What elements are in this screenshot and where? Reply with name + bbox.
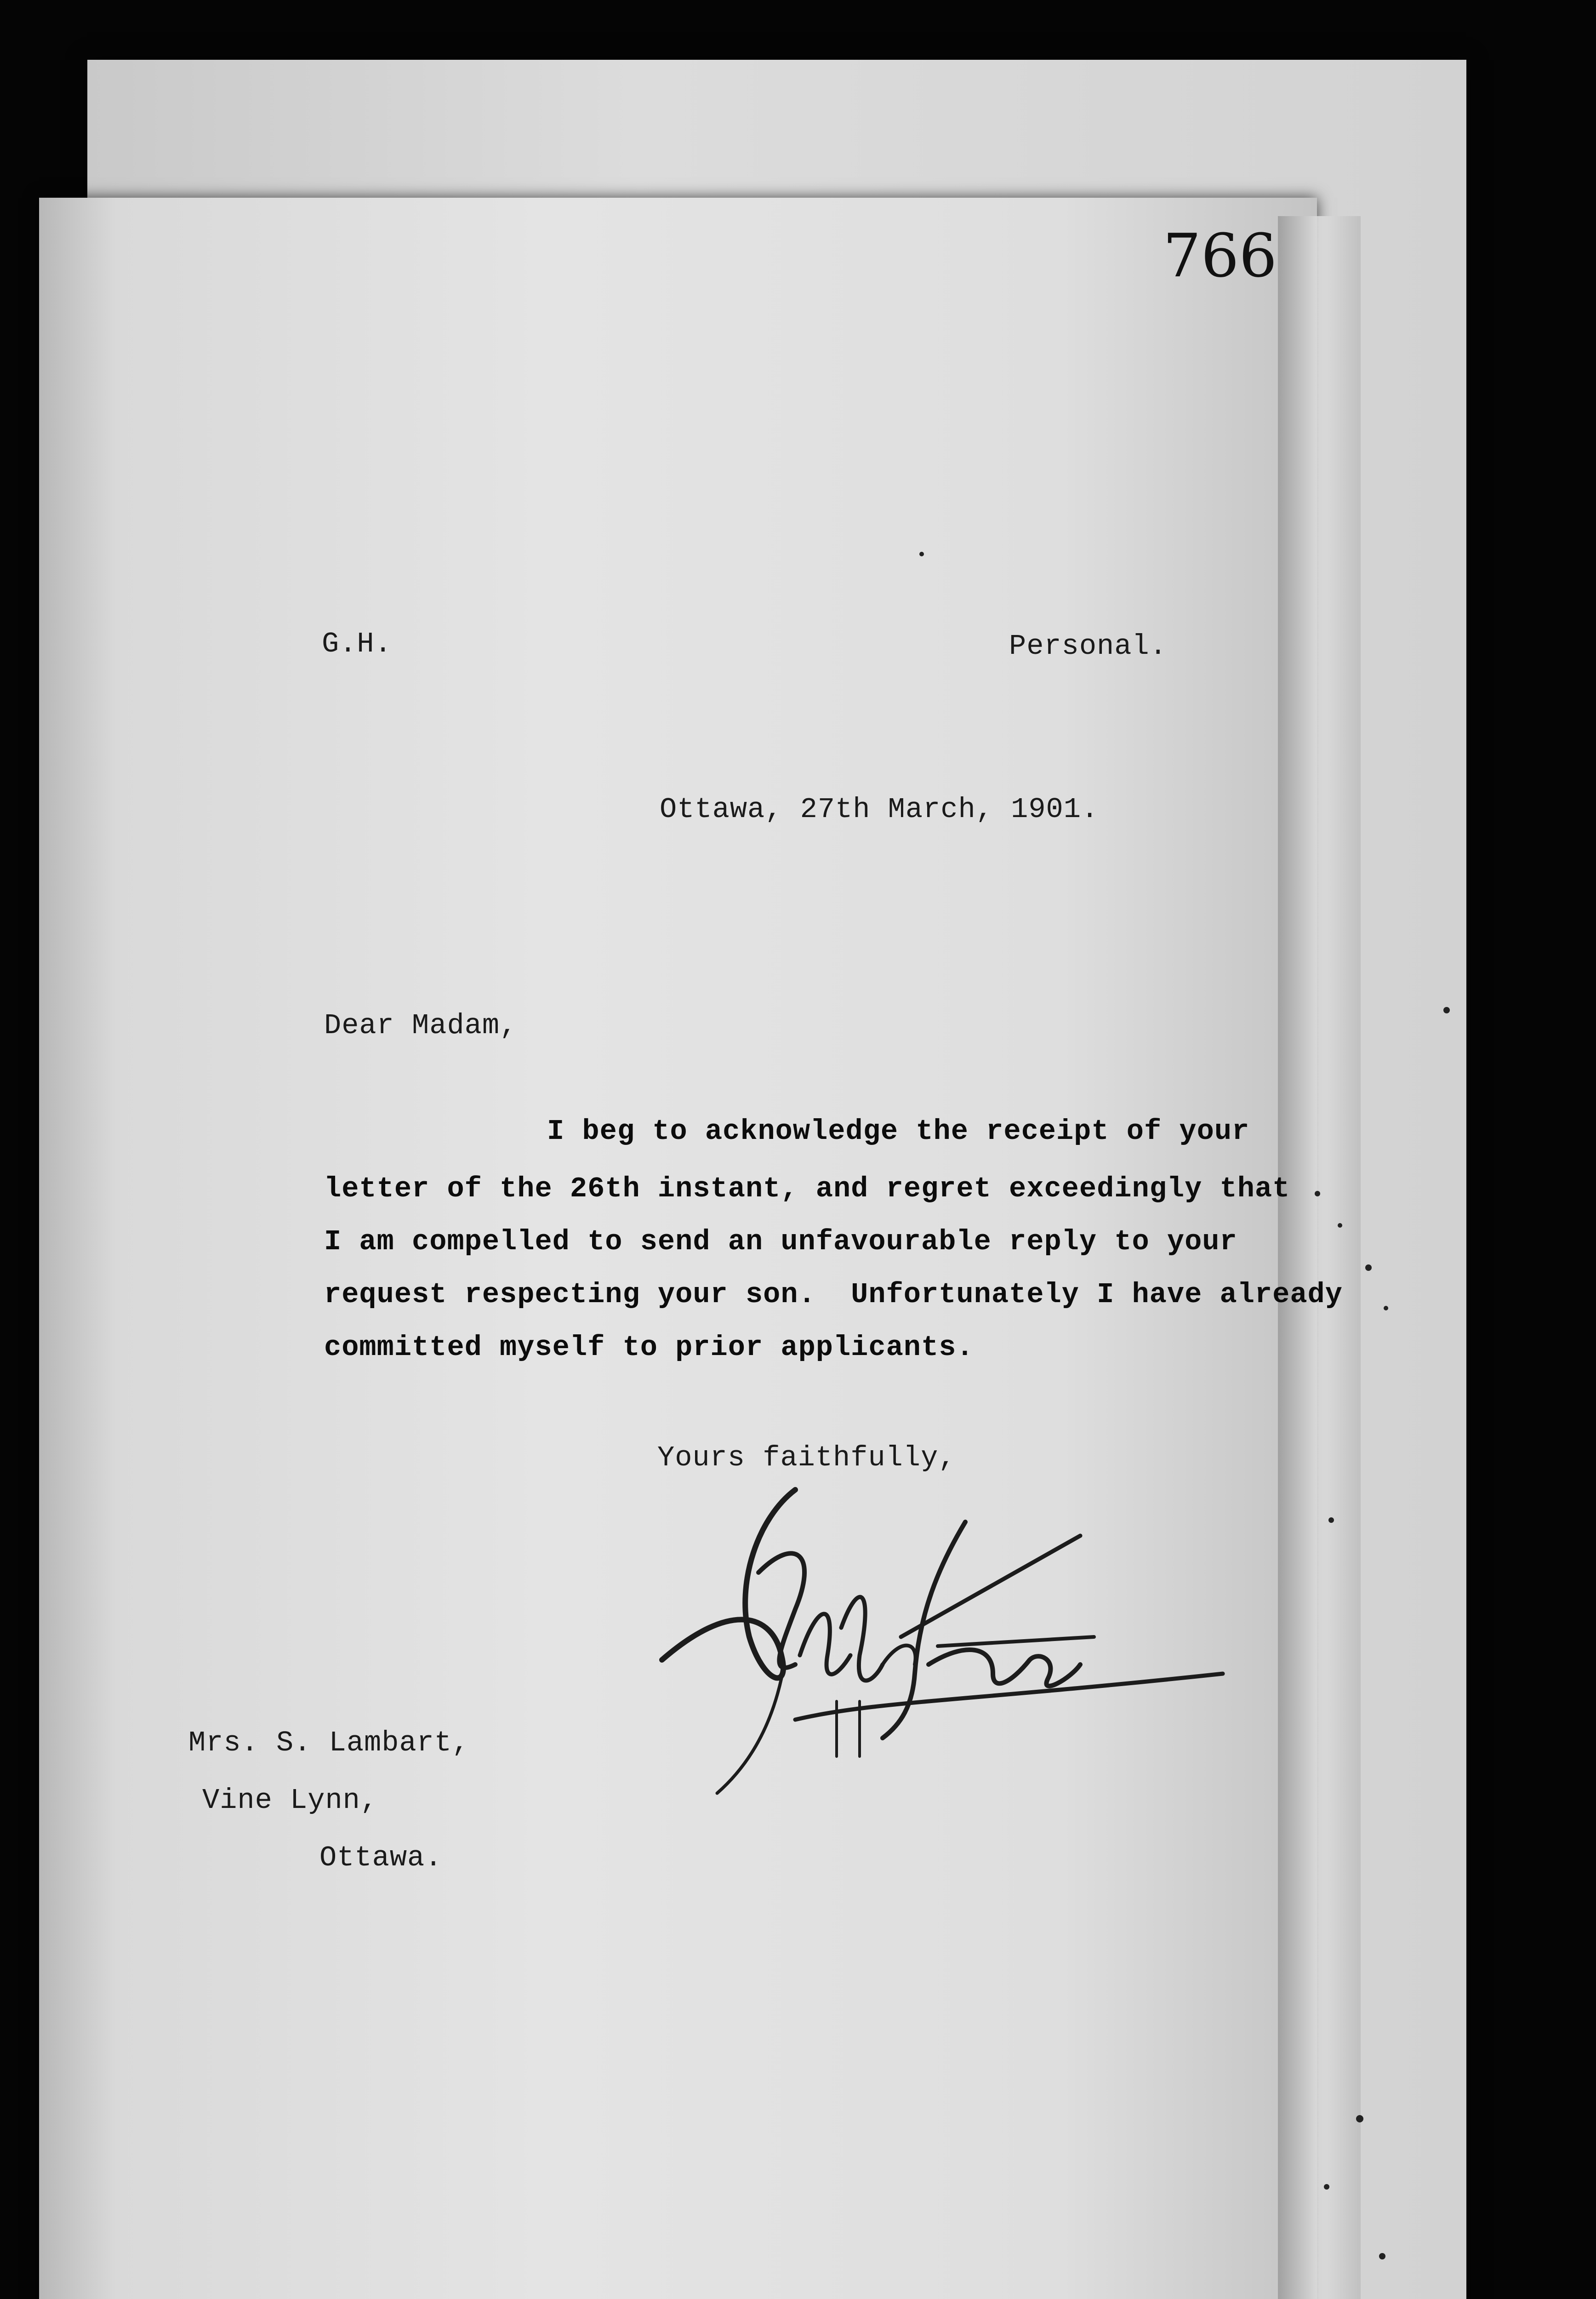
body-line-5: committed myself to prior applicants. — [324, 1331, 974, 1364]
signature — [644, 1462, 1241, 1830]
addressee-line-2: Vine Lynn, — [202, 1784, 378, 1817]
page-curl — [1278, 216, 1361, 2299]
body-line-3: I am compelled to send an unfavourable reply to your — [324, 1225, 1237, 1258]
header-initials: G.H. — [322, 628, 392, 660]
header-personal: Personal. — [1009, 630, 1167, 663]
salutation: Dear Madam, — [324, 1009, 518, 1042]
body-line-2: letter of the 26th instant, and regret exceedingly that — [324, 1172, 1290, 1205]
closing: Yours faithfully, — [657, 1441, 956, 1474]
addressee-line-1: Mrs. S. Lambart, — [188, 1727, 470, 1759]
body-line-1: I beg to acknowledge the receipt of your — [547, 1115, 1250, 1148]
body-line-4: request respecting your son. Unfortunately I have already — [324, 1278, 1343, 1311]
date-line: Ottawa, 27th March, 1901. — [660, 793, 1099, 826]
addressee-line-3: Ottawa. — [319, 1841, 443, 1874]
folio-number: 766 — [1163, 221, 1277, 291]
